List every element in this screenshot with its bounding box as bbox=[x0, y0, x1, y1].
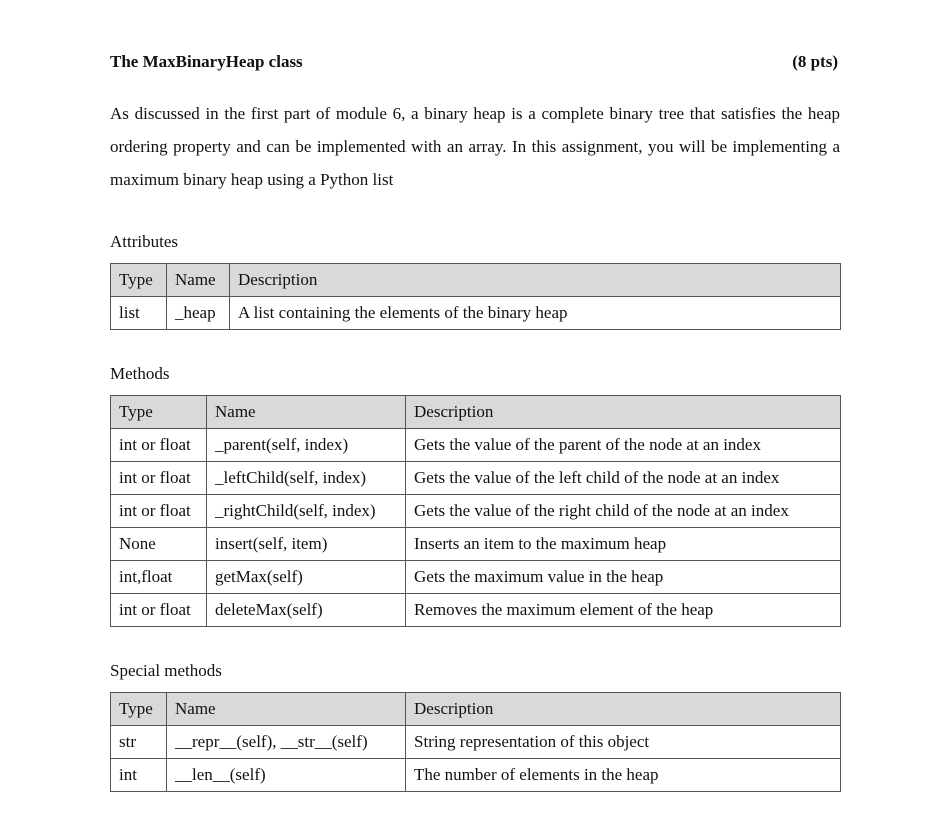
name-cell: deleteMax(self) bbox=[207, 594, 406, 627]
column-header: Type bbox=[111, 396, 207, 429]
intro-paragraph: As discussed in the first part of module 6, a binary heap is a complete binary tree that satisfies the heap ordering property and can be implemented with an array. In this assignment, you will be implementing a maximum binary heap using a Python list bbox=[110, 104, 840, 189]
description-cell: Gets the value of the left child of the node at an index bbox=[406, 462, 841, 495]
column-header: Name bbox=[167, 264, 230, 297]
table-header-row bbox=[111, 396, 841, 429]
name-cell: _rightChild(self, index) bbox=[207, 495, 406, 528]
description-cell: Gets the value of the right child of the node at an index bbox=[406, 495, 841, 528]
type-cell: int or float bbox=[111, 462, 207, 495]
table-row bbox=[111, 528, 841, 561]
name-cell: __len__(self) bbox=[167, 759, 406, 792]
description-cell: Gets the value of the parent of the node at an index bbox=[406, 429, 841, 462]
column-header: Name bbox=[207, 396, 406, 429]
methods-table bbox=[110, 395, 841, 627]
table-row bbox=[111, 495, 841, 528]
description-cell: The number of elements in the heap bbox=[406, 759, 841, 792]
points-label: (8 pts) bbox=[792, 52, 838, 71]
column-header: Description bbox=[406, 396, 841, 429]
special-methods-label: Special methods bbox=[110, 661, 222, 680]
table-row bbox=[111, 726, 841, 759]
table-row bbox=[111, 429, 841, 462]
table-header-row bbox=[111, 693, 841, 726]
name-cell: getMax(self) bbox=[207, 561, 406, 594]
type-cell: int or float bbox=[111, 429, 207, 462]
attributes-table bbox=[110, 263, 841, 330]
table-row bbox=[111, 594, 841, 627]
methods-label: Methods bbox=[110, 364, 170, 383]
column-header: Description bbox=[406, 693, 841, 726]
column-header: Type bbox=[111, 693, 167, 726]
name-cell: insert(self, item) bbox=[207, 528, 406, 561]
description-cell: String representation of this object bbox=[406, 726, 841, 759]
column-header: Type bbox=[111, 264, 167, 297]
type-cell: int or float bbox=[111, 594, 207, 627]
type-cell: str bbox=[111, 726, 167, 759]
table-row bbox=[111, 462, 841, 495]
table-header-row bbox=[111, 264, 841, 297]
type-cell: int,float bbox=[111, 561, 207, 594]
column-header: Name bbox=[167, 693, 406, 726]
description-cell: Gets the maximum value in the heap bbox=[406, 561, 841, 594]
special-methods-table bbox=[110, 692, 841, 792]
table-row bbox=[111, 297, 841, 330]
column-header: Description bbox=[230, 264, 841, 297]
description-cell: Removes the maximum element of the heap bbox=[406, 594, 841, 627]
description-cell: A list containing the elements of the binary heap bbox=[230, 297, 841, 330]
table-row bbox=[111, 759, 841, 792]
type-cell: int or float bbox=[111, 495, 207, 528]
type-cell: None bbox=[111, 528, 207, 561]
table-row bbox=[111, 561, 841, 594]
name-cell: _heap bbox=[167, 297, 230, 330]
description-cell: Inserts an item to the maximum heap bbox=[406, 528, 841, 561]
type-cell: list bbox=[111, 297, 167, 330]
type-cell: int bbox=[111, 759, 167, 792]
name-cell: _parent(self, index) bbox=[207, 429, 406, 462]
name-cell: __repr__(self), __str__(self) bbox=[167, 726, 406, 759]
name-cell: _leftChild(self, index) bbox=[207, 462, 406, 495]
section-title: The MaxBinaryHeap class bbox=[110, 52, 303, 71]
attributes-label: Attributes bbox=[110, 232, 178, 251]
